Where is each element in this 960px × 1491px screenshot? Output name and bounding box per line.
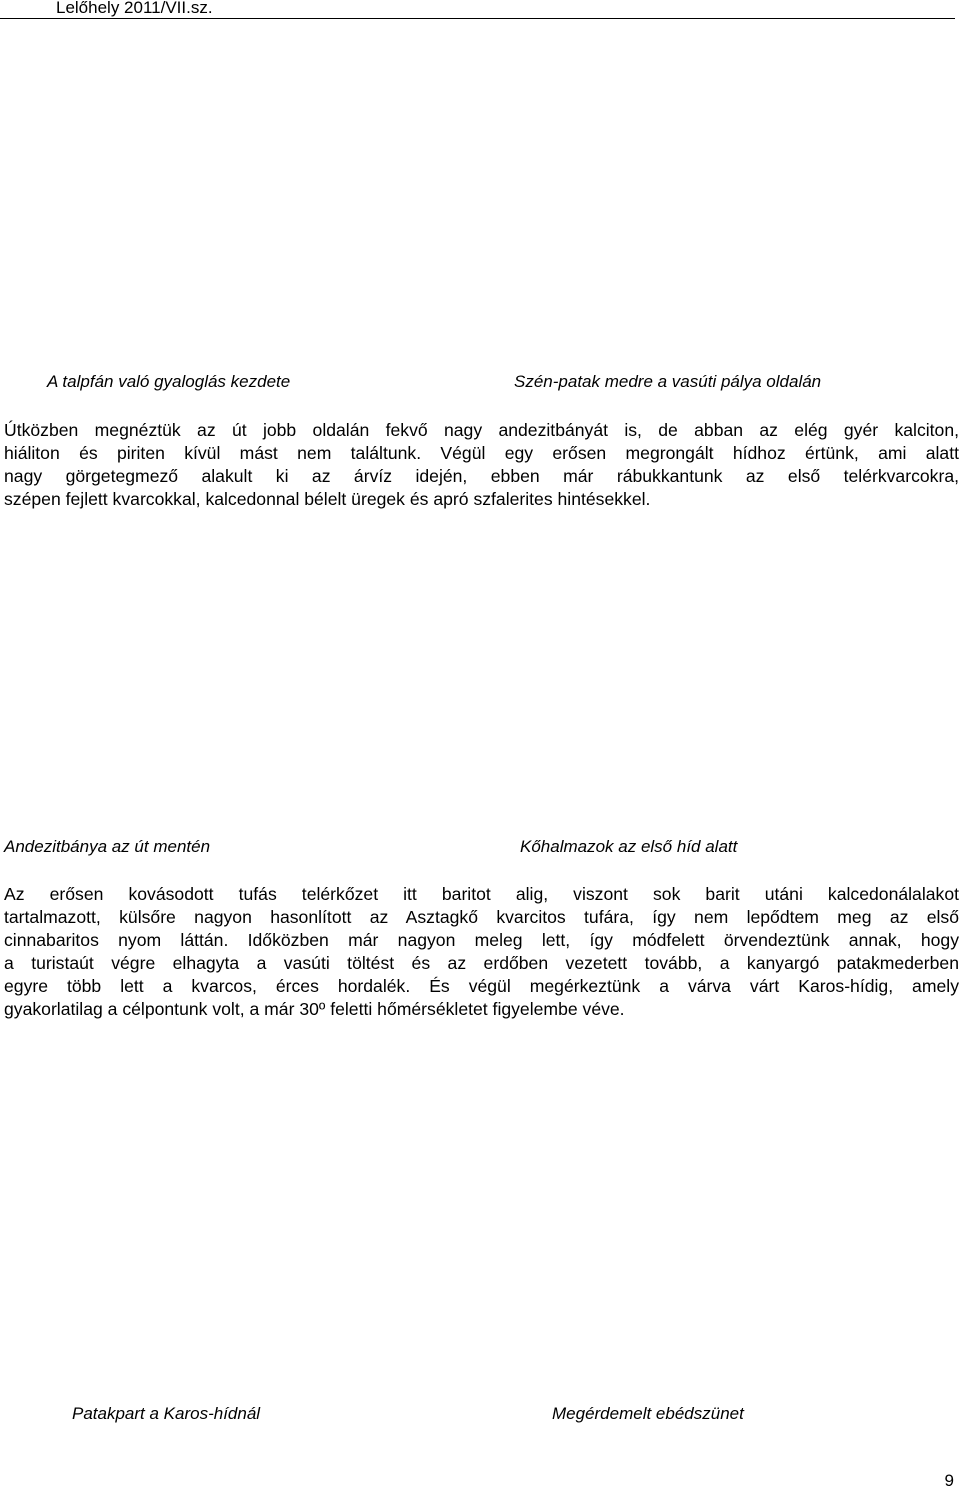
caption-szen-patak: Szén-patak medre a vasúti pálya oldalán — [514, 372, 822, 391]
caption-andezitbanya: Andezitbánya az út mentén — [4, 837, 211, 856]
header-text: Lelőhely 2011/VII.sz. — [56, 0, 213, 17]
paragraph-2 — [4, 883, 959, 1021]
paragraph-2-line: egyre több lett a kvarcos, érces hordalék. És végül megérkeztünk a várva várt Karos-hídig, amely — [4, 976, 959, 996]
paragraph-1-line: szépen fejlett kvarcokkal, kalcedonnal bélelt üregek és apró szfalerites hintésekkel. — [4, 489, 651, 509]
paragraph-2-line: a turistaút végre elhagyta a vasúti töltést és az erdőben vezetett tovább, a kanyargó patakmederben — [4, 953, 959, 973]
paragraph-2-line: gyakorlatilag a célpontunk volt, a már 30º feletti hőmérsékletet figyelembe véve. — [4, 999, 625, 1019]
paragraph-1 — [4, 419, 959, 511]
paragraph-2-line: cinnabaritos nyom láttán. Időközben már nagyon meleg lett, így módfelett örvendeztünk annak, hogy — [4, 930, 959, 950]
paragraph-1-line: nagy görgetegmező alakult ki az árvíz idején, ebben már rábukkantunk az első telérkvarcokra, — [4, 466, 959, 486]
paragraph-1-line: Útközben megnéztük az út jobb oldalán fekvő nagy andezitbányát is, de abban az elég gyér kalciton, — [4, 420, 959, 440]
paragraph-2-line: Az erősen kovásodott tufás telérkőzet itt baritot alig, viszont sok barit utáni kalcedonálalakot — [4, 884, 959, 904]
page-number: 9 — [944, 1471, 954, 1490]
caption-patakpart: Patakpart a Karos-hídnál — [72, 1404, 261, 1423]
caption-talpfan: A talpfán való gyaloglás kezdete — [47, 372, 291, 391]
paragraph-2-line: tartalmazott, külsőre nagyon hasonlított az Asztagkő kvarcitos tufára, így nem lepődtem meg az első — [4, 907, 959, 927]
caption-ebedszunet: Megérdemelt ebédszünet — [552, 1404, 744, 1423]
page-header — [0, 0, 955, 19]
caption-kohalmazok: Kőhalmazok az első híd alatt — [520, 837, 738, 856]
paragraph-1-line: hiáliton és piriten kívül mást nem találtunk. Végül egy erősen megrongált hídhoz értünk, ami alatt — [4, 443, 959, 463]
